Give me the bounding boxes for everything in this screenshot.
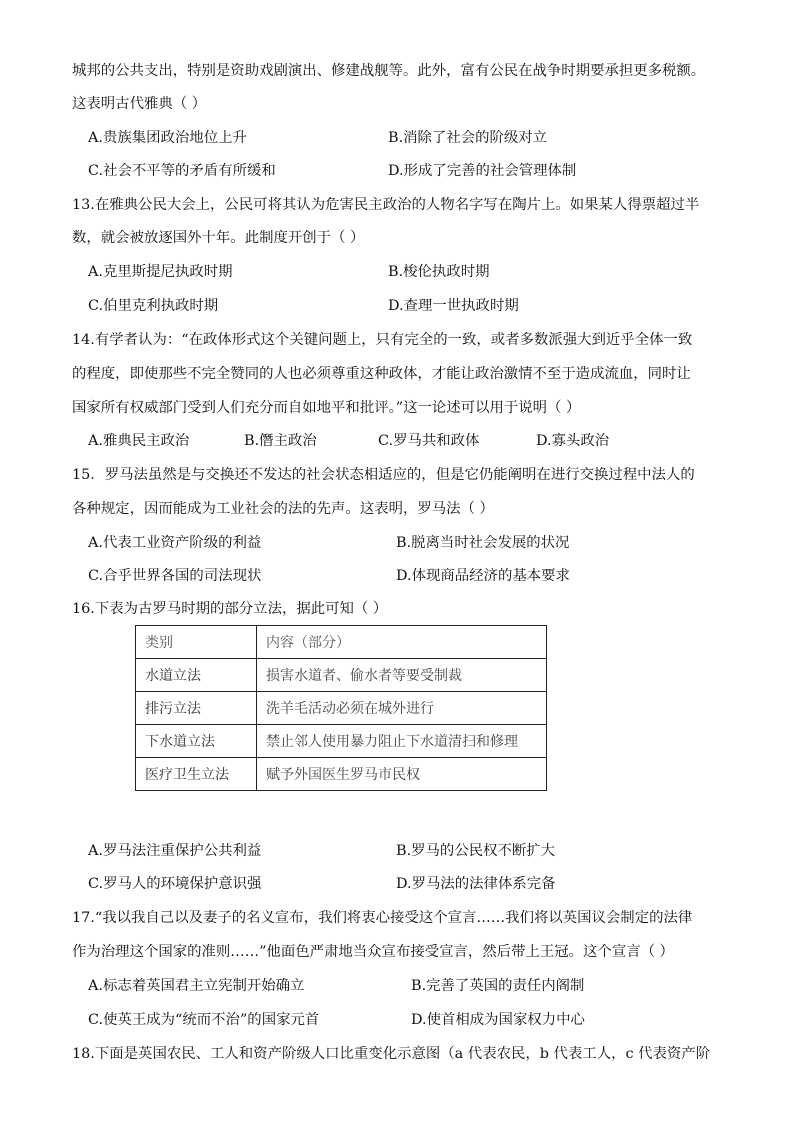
q12-stem-line2: 这表明古代雅典（ ） (72, 96, 207, 112)
q14-option-a: A.雅典民主政治 (88, 433, 190, 449)
table-cell-content: 损害水道者、偷水者等要受制裁 (257, 659, 547, 692)
q15-stem-line1: 15．罗马法虽然是与交换还不发达的社会状态相适应的，但是它仍能阐明在进行交换过程中法人的 (72, 467, 695, 483)
q13-option-c: C.伯里克利执政时期 (88, 298, 219, 314)
q12-stem-line1: 城邦的公共支出，特别是资助戏剧演出、修建战舰等。此外，富有公民在战争时期要承担更多税额。 (72, 63, 706, 79)
q14-option-d: D.寡头政治 (536, 433, 610, 449)
table-row (136, 659, 547, 692)
q16-option-a: A.罗马法注重保护公共利益 (88, 843, 262, 859)
q18-stem-line1: 18.下面是英国农民、工人和资产阶级人口比重变化示意图（a 代表农民，b 代表工人，c 代表资产阶 (72, 1046, 711, 1062)
q17-option-a: A.标志着英国君主立宪制开始确立 (88, 978, 305, 994)
q14-option-c: C.罗马共和政体 (378, 433, 480, 449)
table-header-content: 内容（部分） (257, 626, 547, 659)
table-cell-category: 水道立法 (136, 659, 257, 692)
q12-option-d: D.形成了完善的社会管理体制 (388, 163, 577, 179)
q14-option-b: B.僭主政治 (244, 433, 317, 449)
roman-law-table (135, 625, 547, 791)
table-row (136, 725, 547, 758)
table-row (136, 692, 547, 725)
q14-stem-line3: 国家所有权威部门受到人们充分而自如地平和批评。”这一论述可以用于说明（ ） (72, 400, 581, 416)
table-cell-category: 下水道立法 (136, 725, 257, 758)
table-cell-category: 排污立法 (136, 692, 257, 725)
q17-stem-line1: 17.“我以我自己以及妻子的名义宣布，我们将衷心接受这个宣言……我们将以英国议会制定的法律 (72, 910, 693, 926)
table-cell-content: 禁止邻人使用暴力阻止下水道清扫和修理 (257, 725, 547, 758)
q13-stem-line1: 13.在雅典公民大会上，公民可将其认为危害民主政治的人物名字写在陶片上。如果某人得票超过半 (72, 197, 700, 213)
q15-option-d: D.体现商品经济的基本要求 (396, 568, 570, 584)
table-cell-category: 医疗卫生立法 (136, 758, 257, 791)
q15-option-b: B.脱离当时社会发展的状况 (396, 535, 570, 551)
table-row (136, 758, 547, 791)
q17-stem-line2: 作为治理这个国家的准则……”他面色严肃地当众宣布接受宣言，然后带上王冠。这个宣言（ ） (72, 944, 674, 960)
q17-option-c: C.使英王成为“统而不治”的国家元首 (88, 1012, 320, 1028)
q16-option-b: B.罗马的公民权不断扩大 (396, 843, 556, 859)
q13-option-b: B.梭伦执政时期 (388, 264, 490, 280)
q14-stem-line1: 14.有学者认为：“在政体形式这个关键问题上，只有完全的一致，或者多数派强大到近乎全体一致 (72, 332, 693, 348)
table-header-row (136, 626, 547, 659)
q16-stem: 16.下表为古罗马时期的部分立法，据此可知（ ） (72, 601, 388, 617)
q15-stem-line2: 各种规定，因而能成为工业社会的法的先声。这表明，罗马法（ ） (72, 501, 494, 517)
q13-option-d: D.查理一世执政时期 (388, 298, 519, 314)
q12-option-a: A.贵族集团政治地位上升 (88, 130, 247, 146)
table-header-category: 类别 (136, 626, 257, 659)
table-cell-content: 洗羊毛活动必须在城外进行 (257, 692, 547, 725)
q15-option-a: A.代表工业资产阶级的利益 (88, 535, 262, 551)
q13-option-a: A.克里斯提尼执政时期 (88, 264, 233, 280)
table-cell-content: 赋予外国医生罗马市民权 (257, 758, 547, 791)
q15-option-c: C.合乎世界各国的司法现状 (88, 568, 262, 584)
q12-option-c: C.社会不平等的矛盾有所缓和 (88, 163, 276, 179)
q16-option-c: C.罗马人的环境保护意识强 (88, 876, 262, 892)
q13-stem-line2: 数，就会被放逐国外十年。此制度开创于（ ） (72, 230, 365, 246)
q14-stem-line2: 的程度，即使那些不完全赞同的人也必须尊重这种政体，才能让政治激情不至于造成流血，同时让 (72, 366, 691, 382)
q17-option-b: B.完善了英国的责任内阁制 (411, 978, 585, 994)
q16-option-d: D.罗马法的法律体系完备 (396, 876, 556, 892)
q17-option-d: D.使首相成为国家权力中心 (411, 1012, 585, 1028)
q12-option-b: B.消除了社会的阶级对立 (388, 130, 548, 146)
